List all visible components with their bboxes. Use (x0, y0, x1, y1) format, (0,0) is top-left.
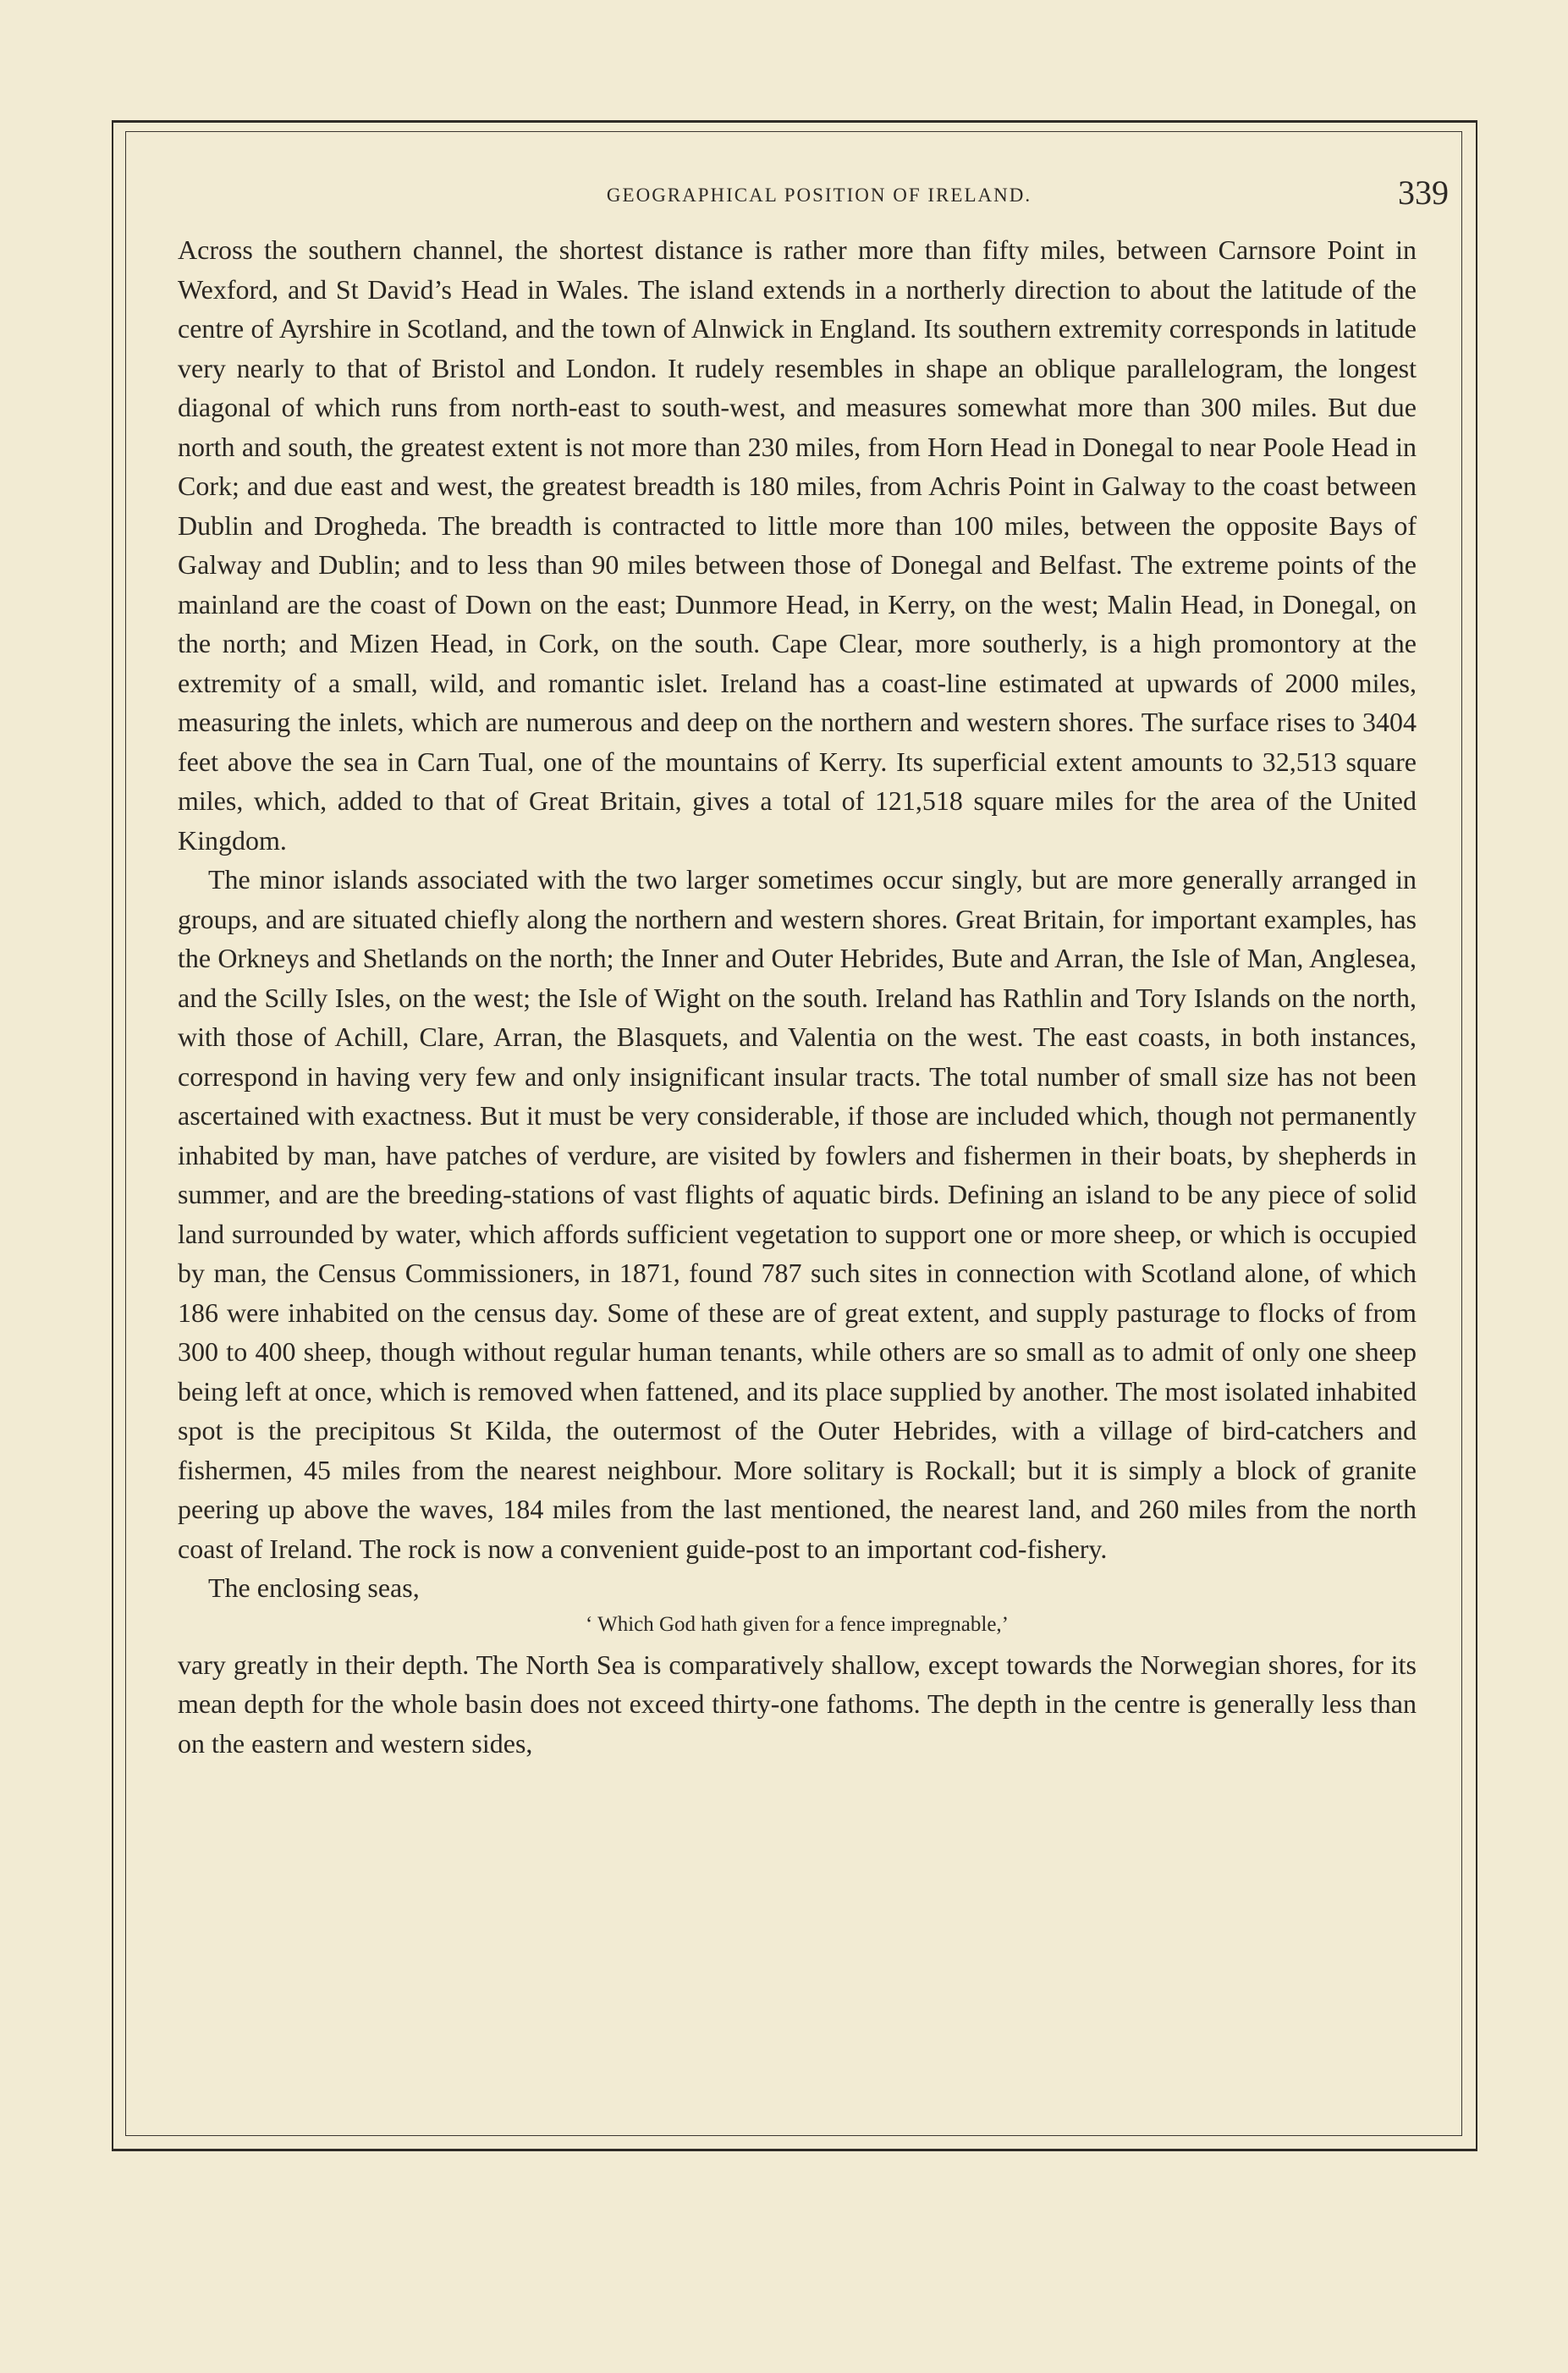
running-title: GEOGRAPHICAL POSITION OF IRELAND. (606, 184, 1032, 206)
paragraph: The minor islands associated with the two larger sometimes occur singly, but are more generally arranged in groups, and are situated chiefly along the northern and western shores. Great Britain, for important examples, has the Orkneys and Shetlands on the north; the Inner and Outer Hebrides, Bute and Arran, the Isle of Man, Anglesea, and the Scilly Isles, on the west; the Isle of Wight on the south. Ireland has Rathlin and Tory Islands on the north, with those of Achill, Clare, Arran, the Blasquets, and Valentia on the west. The east coasts, in both instances, correspond in having very few and only insignificant insular tracts. The total number of small size has not been ascertained with exactness. But it must be very considerable, if those are included which, though not permanently inhabited by man, have patches of verdure, are visited by fowlers and fishermen in their boats, by shepherds in summer, and are the breeding-stations of vast flights of aquatic birds. Defining an island to be any piece of solid land surrounded by water, which affords sufficient vegetation to support one or more sheep, or which is occupied by man, the Census Commissioners, in 1871, found 787 such sites in connection with Scotland alone, of which 186 were inhabited on the census day. Some of these are of great extent, and supply pasturage to flocks of from 300 to 400 sheep, though without regular human tenants, while others are so small as to admit of only one sheep being left at once, which is removed when fattened, and its place supplied by another. The most isolated inhabited spot is the precipitous St Kilda, the outermost of the Outer Hebrides, with a village of bird-catchers and fishermen, 45 miles from the nearest neighbour. More solitary is Rockall; but it is simply a block of granite peering up above the waves, 184 miles from the last mentioned, the nearest land, and 260 miles from the north coast of Ireland. The rock is now a convenient guide-post to an important cod-fishery. (178, 864, 1417, 1564)
page-number: 339 (1398, 173, 1449, 212)
paragraph-continuation: vary greatly in their depth. The North Sea is comparatively shallow, except towards the Norwegian shores, for its mean depth for the whole basin does not exceed thirty-one fathoms. The depth in the centre is generally less than on the eastern and western sides, (178, 1649, 1417, 1759)
page-header (178, 173, 1461, 215)
verse-quotation: ‘ Which God hath given for a fence impregnable,’ (585, 1612, 1010, 1636)
body-text (178, 230, 1417, 1763)
paragraph: The enclosing seas, (208, 1572, 420, 1603)
paragraph: Across the southern channel, the shortest distance is rather more than fifty miles, between Carnsore Point in Wexford, and St David’s Head in Wales. The island extends in a northerly direction to about the latitude of the centre of Ayrshire in Scotland, and the town of Alnwick in England. Its southern extremity corresponds in latitude very nearly to that of Bristol and London. It rudely resembles in shape an oblique parallelogram, the longest diagonal of which runs from north-east to south-west, and measures somewhat more than 300 miles. But due north and south, the greatest extent is not more than 230 miles, from Horn Head in Donegal to near Poole Head in Cork; and due east and west, the greatest breadth is 180 miles, from Achris Point in Galway to the coast between Dublin and Drogheda. The breadth is contracted to little more than 100 miles, between the opposite Bays of Galway and Dublin; and to less than 90 miles between those of Donegal and Belfast. The extreme points of the mainland are the coast of Down on the east; Dunmore Head, in Kerry, on the west; Malin Head, in Donegal, on the north; and Mizen Head, in Cork, on the south. Cape Clear, more southerly, is a high promontory at the extremity of a small, wild, and romantic islet. Ireland has a coast-line estimated at upwards of 2000 miles, measuring the inlets, which are numerous and deep on the northern and western shores. The surface rises to 3404 feet above the sea in Carn Tual, one of the mountains of Kerry. Its superficial extent amounts to 32,513 square miles, which, added to that of Great Britain, gives a total of 121,518 square miles for the area of the United Kingdom. (178, 234, 1417, 856)
